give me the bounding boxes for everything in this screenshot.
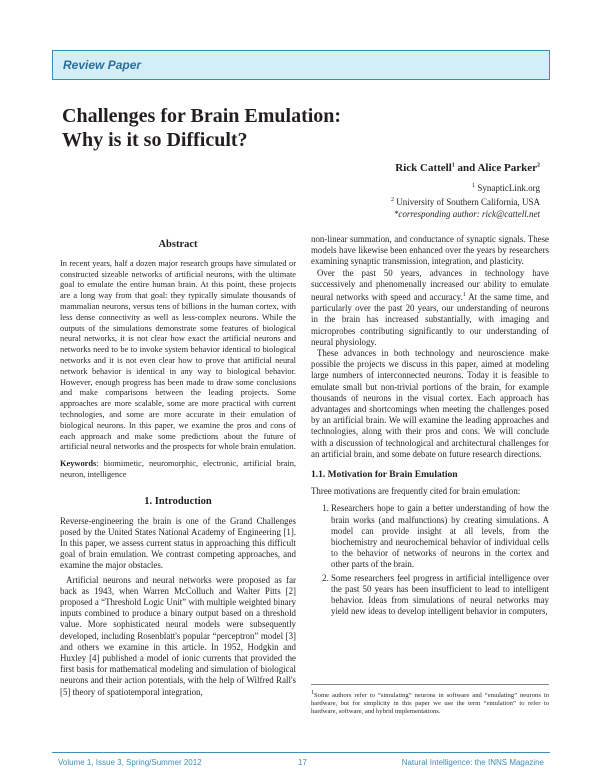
- keywords: [60, 459, 296, 481]
- title-line-1: Challenges for Brain Emulation:: [62, 105, 342, 127]
- title-line-2: Why is it so Difficult?: [62, 129, 248, 151]
- motivation-heading: 1.1. Motivation for Brain Emulation: [311, 470, 458, 481]
- banner-label: Review Paper: [63, 58, 142, 72]
- footnote-text: Some authors refer to “simulating” neurons in software and “emulating” neurons in hardware, but for simplicity in this paper we use the term “emulation” to refer to hardware, software, and hybrid implementations.: [311, 692, 549, 716]
- author-joiner: and: [454, 162, 478, 174]
- footer-magazine: Natural Intelligence: the INNS Magazine: [401, 758, 544, 767]
- intro-paragraph-1: Reverse-engineering the brain is one of the Grand Challenges posed by the United States National Academy of Engineering [1]. In this paper, we assess current status in approaching this difficult goal of brain emulation. We contrast competing approaches, and examine the major obstacles.: [60, 515, 296, 571]
- review-paper-banner: [52, 50, 550, 80]
- motivation-intro: Three motivations are frequently cited for brain emulation:: [311, 486, 521, 497]
- author-2: Alice Parker: [477, 162, 537, 174]
- author-1-sup: 1: [451, 162, 455, 169]
- right-paragraph-1: non-linear summation, and conductance of synaptic signals. These models have likewise been enhanced over the years by researchers examining synaptic transmission, integration, and plasticity.: [311, 234, 549, 267]
- footnote-sup: 1: [311, 690, 314, 696]
- left-column: [60, 236, 296, 698]
- affiliation-2: University of Southern California, USA: [394, 197, 540, 207]
- intro-paragraph-2: Artificial neurons and neural networks were proposed as far back as 1943, when Warren McColluch and Walter Pitts [2] proposed a “Threshold Logic Unit” with multiple weighted binary inputs combined to produce a binary output based on a threshold value. More sophisticated neural models were subsequently developed, including Rosenblatt's popular “perceptron” model [3] and others we examine in this article. In 1952, Hodgkin and Huxley [4] published a model of ionic currents that provided the first basis for mathematical modeling and simulation of biological neurons and their action potentials, with the help of Wilfred Rall's [5] theory of spatiotemporal integration,: [60, 574, 296, 697]
- right-p2-a: Over the past 50 years, advances in technology have successively and phenomenally increased our ability to emulate neural networks with speed and accuracy.: [311, 267, 549, 302]
- keywords-list: : biomimetic, neuromorphic, electronic, artificial brain, neuron, intelligence: [60, 459, 296, 479]
- aff1-sup: 1: [472, 183, 476, 189]
- footnote-ref: 1: [462, 292, 466, 299]
- author-1: Rick Cattell: [395, 162, 452, 174]
- corresponding-author: *corresponding author: rick@cattell.net: [393, 209, 540, 219]
- affiliations: [391, 180, 540, 220]
- keywords-label: Keywords: [60, 459, 97, 469]
- affiliation-1: SynapticLink.org: [475, 183, 540, 193]
- intro-heading: 1. Introduction: [144, 495, 212, 507]
- abstract-heading: Abstract: [158, 239, 198, 250]
- footer-volume: Volume 1, Issue 3, Spring/Summer 2012: [58, 758, 202, 767]
- motivation-list: [311, 503, 549, 617]
- author-2-sup: 2: [537, 162, 540, 169]
- list-item: 1. Researchers hope to gain a better understanding of how the brain works (and malfunctions) by creating simulations. A model can provide insight at all levels, from the biochemistry and neurochemical behavior of individual cells to the behavior of networks of neurons in the cortex and other parts of the brain.: [331, 503, 549, 570]
- footnote: [311, 684, 549, 716]
- author-line: [395, 162, 540, 174]
- footer-rule: [52, 752, 550, 753]
- aff2-sup: 2: [391, 197, 395, 203]
- right-p2-b: At the same time, and particularly over the past 20 years, our understanding of neurons in the brain has increased substantially, with imaging and microprobes contributing significantly to our understanding of neural physiology.: [311, 291, 549, 347]
- paper-title: [62, 104, 341, 152]
- list-item: 2. Some researchers feel progress in artificial intelligence over the past 50 years has been insufficient to lead to intelligent behavior. Ideas from simulations of neural networks may yield new ideas to develop intelligent behavior in computers,: [331, 573, 549, 618]
- abstract-text: In recent years, half a dozen major research groups have simulated or constructed sizeable networks of artificial neurons, with the ultimate goal to emulate the entire human brain. At this point, these projects are a long way from that goal: they typically simulate thousands of mammalian neurons, versus tens of billions in the human cortex, with less dense connectivity as well as less-complex neurons. While the outputs of the simulations demonstrate some features of biological neural networks, it is not clear how exact the artificial neurons and networks need to be to invoke system behavior identical to biological networks and it is not even clear how to prove that artificial neural network behavior is identical in any way to biological behavior. However, enough progress has been made to draw some conclusions and make comparisons between the leading projects. Some approaches are more scalable, some are more practical with current technologies, and some are more accurate in their emulation of biological neurons. In this paper, we examine the pros and cons of each approach and make some predictions about the future of artificial neural networks and the prospects for whole brain emulation.: [60, 258, 296, 452]
- right-paragraph-3: These advances in both technology and neuroscience make possible the projects we discuss in this paper, aimed at modeling large numbers of interconnected neurons. Today it is feasible to emulate small but non-trivial portions of the brain, for example thousands of neurons in the visual cortex. Each approach has advantages and shortcomings when meeting the challenges posed by an artificial brain. We will examine the leading approaches and technologies, along with their pros and cons. We will conclude with a discussion of technological and architectural challenges for an artificial brain, and some debate on future research directions.: [311, 348, 549, 459]
- footer-page-number: 17: [298, 758, 307, 767]
- right-paragraph-2: [311, 268, 549, 348]
- right-column: [311, 234, 549, 619]
